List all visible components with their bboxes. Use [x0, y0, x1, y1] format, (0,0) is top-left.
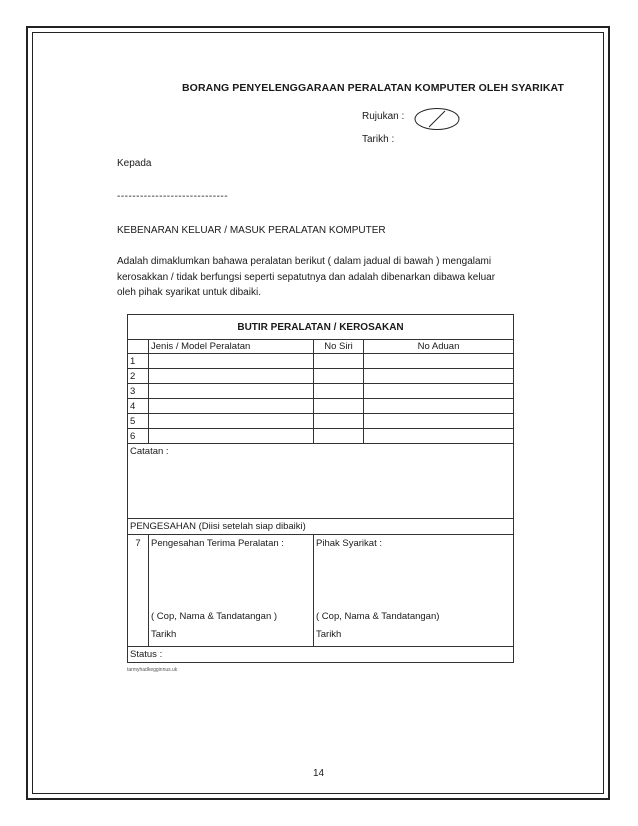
intro-paragraph: Adalah dimaklumkan bahawa peralatan berikut ( dalam jadual di bawah ) mengalami kerosakkan / tidak berfungsi seperti sepatutnya dan adalah dibenarkan dibawa keluar oleh pihak syarikat untuk dibaiki. — [117, 256, 496, 298]
header-no-siri: No Siri — [314, 340, 364, 354]
table-row — [128, 369, 514, 384]
row-number: 5 — [128, 414, 149, 429]
source-watermark: tarmyhadkegginnus.uk — [127, 667, 178, 673]
company-sign-area[interactable] — [314, 535, 514, 647]
jenis-cell[interactable] — [149, 369, 314, 384]
page-number: 14 — [313, 768, 325, 779]
company-cop-label: ( Cop, Nama & Tandatangan) — [316, 611, 440, 622]
receipt-sign-title: Pengesahan Terima Peralatan : — [151, 538, 284, 549]
company-sign-title: Pihak Syarikat : — [316, 538, 382, 549]
recipient-blank-line: ----------------------------- — [117, 191, 229, 202]
row-number: 6 — [128, 429, 149, 444]
status-label: Status : — [130, 649, 163, 660]
jenis-cell[interactable] — [149, 414, 314, 429]
no-siri-cell[interactable] — [314, 354, 364, 369]
kepada-label: Kepada — [117, 158, 152, 169]
row-number: 3 — [128, 384, 149, 399]
table-row — [128, 399, 514, 414]
table-row — [128, 354, 514, 369]
no-aduan-cell[interactable] — [364, 429, 514, 444]
catatan-label: Catatan : — [130, 446, 169, 457]
no-siri-cell[interactable] — [314, 369, 364, 384]
no-siri-cell[interactable] — [314, 429, 364, 444]
jenis-cell[interactable] — [149, 384, 314, 399]
no-siri-cell[interactable] — [314, 414, 364, 429]
no-aduan-cell[interactable] — [364, 384, 514, 399]
receipt-sign-area[interactable] — [149, 535, 314, 647]
no-siri-cell[interactable] — [314, 384, 364, 399]
header-no-aduan: No Aduan — [364, 340, 514, 354]
receipt-tarikh-label: Tarikh — [151, 629, 177, 640]
header-number-cell — [128, 340, 149, 354]
form-title: BORANG PENYELENGGARAAN PERALATAN KOMPUTER OLEH SYARIKAT — [182, 82, 564, 94]
rujukan-label: Rujukan : — [362, 111, 405, 122]
jenis-cell[interactable] — [149, 429, 314, 444]
no-aduan-cell[interactable] — [364, 369, 514, 384]
rujukan-stamp-circle — [413, 107, 461, 131]
row-number: 4 — [128, 399, 149, 414]
jenis-cell[interactable] — [149, 354, 314, 369]
company-tarikh-label: Tarikh — [316, 629, 342, 640]
table-row — [128, 429, 514, 444]
row-number: 1 — [128, 354, 149, 369]
status-field[interactable] — [128, 647, 514, 663]
catatan-field[interactable] — [128, 444, 514, 519]
equipment-table — [127, 314, 514, 663]
section-heading: KEBENARAN KELUAR / MASUK PERALATAN KOMPUTER — [117, 225, 386, 236]
header-jenis: Jenis / Model Peralatan — [149, 340, 314, 354]
no-siri-cell[interactable] — [314, 399, 364, 414]
tarikh-label: Tarikh : — [362, 134, 395, 145]
no-aduan-cell[interactable] — [364, 414, 514, 429]
row-number: 2 — [128, 369, 149, 384]
table-row — [128, 414, 514, 429]
table-row — [128, 384, 514, 399]
no-aduan-cell[interactable] — [364, 354, 514, 369]
table-main-header: BUTIR PERALATAN / KEROSAKAN — [128, 315, 514, 340]
row-number: 7 — [128, 535, 149, 647]
jenis-cell[interactable] — [149, 399, 314, 414]
no-aduan-cell[interactable] — [364, 399, 514, 414]
receipt-cop-label: ( Cop, Nama & Tandatangan ) — [151, 611, 278, 622]
pengesahan-header: PENGESAHAN (Diisi setelah siap dibaiki) — [128, 519, 514, 535]
